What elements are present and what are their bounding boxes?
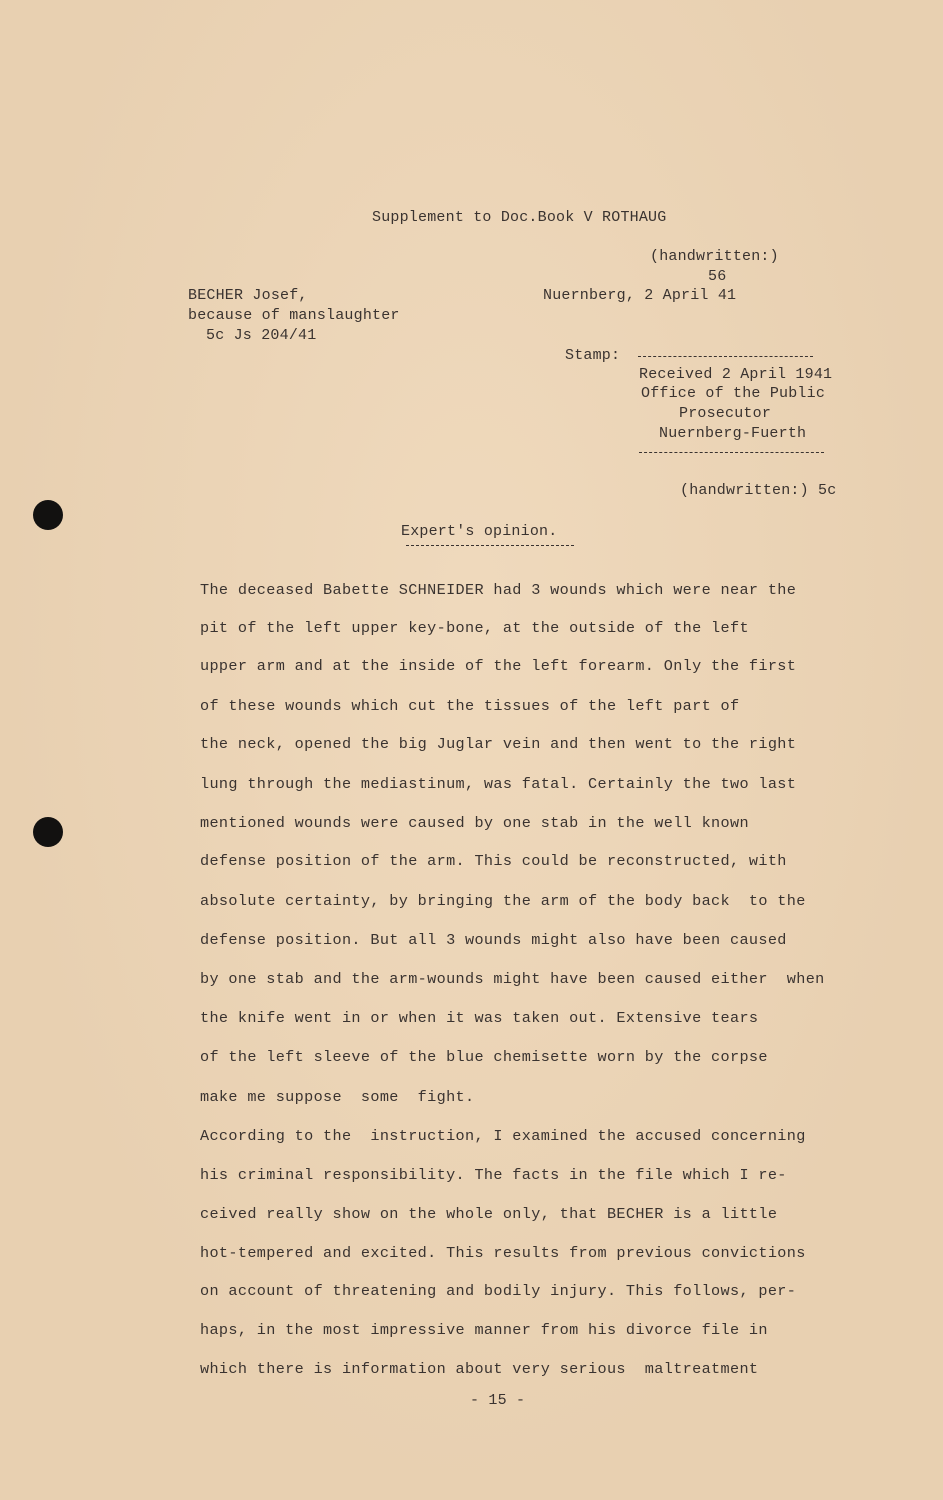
- section-title-underline: [406, 545, 574, 546]
- body-line-2: pit of the left upper key-bone, at the outside of the left: [200, 619, 749, 637]
- body-line-13: of the left sleeve of the blue chemisette worn by the corpse: [200, 1048, 768, 1066]
- stamp-line-office: Office of the Public: [641, 385, 826, 402]
- stamp-line-prosecutor: Prosecutor: [679, 405, 772, 422]
- body-line-7: mentioned wounds were caused by one stab in the well known: [200, 814, 749, 832]
- body-line-15: According to the instruction, I examined the accused concerning: [200, 1127, 806, 1145]
- body-line-18: hot-tempered and excited. This results from previous convictions: [200, 1244, 806, 1262]
- punch-hole-top: [33, 500, 63, 530]
- body-line-1: The deceased Babette SCHNEIDER had 3 wounds which were near the: [200, 581, 797, 599]
- body-line-6: lung through the mediastinum, was fatal. Certainly the two last: [200, 775, 797, 793]
- body-line-20: haps, in the most impressive manner from his divorce file in: [200, 1321, 768, 1339]
- body-line-10: defense position. But all 3 wounds might also have been caused: [200, 931, 787, 949]
- body-line-8: defense position of the arm. This could be reconstructed, with: [200, 852, 787, 870]
- place-date: Nuernberg, 2 April 41: [543, 287, 737, 304]
- page-number: - 15 -: [470, 1392, 526, 1409]
- case-name: BECHER Josef,: [188, 287, 308, 304]
- handwritten-label: (handwritten:): [650, 248, 779, 265]
- document-title: Supplement to Doc.Book V ROTHAUG: [372, 209, 667, 226]
- body-line-14: make me suppose some fight.: [200, 1088, 475, 1106]
- body-line-11: by one stab and the arm-wounds might have been caused either when: [200, 970, 825, 988]
- section-title: Expert's opinion.: [401, 523, 558, 540]
- stamp-line-city: Nuernberg-Fuerth: [659, 425, 807, 442]
- case-charge: because of manslaughter: [188, 307, 400, 324]
- case-file-number: 5c Js 204/41: [206, 327, 317, 344]
- handwritten-reference: (handwritten:) 5c: [680, 482, 837, 499]
- stamp-line-received: Received 2 April 1941: [639, 366, 833, 383]
- body-line-19: on account of threatening and bodily injury. This follows, per-: [200, 1282, 797, 1300]
- stamp-top-rule: [638, 356, 813, 357]
- body-line-4: of these wounds which cut the tissues of the left part of: [200, 697, 740, 715]
- body-line-17: ceived really show on the whole only, that BECHER is a little: [200, 1205, 778, 1223]
- body-line-21: which there is information about very serious maltreatment: [200, 1360, 759, 1378]
- body-line-5: the neck, opened the big Juglar vein and then went to the right: [200, 735, 797, 753]
- stamp-label: Stamp:: [565, 347, 621, 364]
- body-line-9: absolute certainty, by bringing the arm of the body back to the: [200, 892, 806, 910]
- body-line-12: the knife went in or when it was taken out. Extensive tears: [200, 1009, 759, 1027]
- body-line-16: his criminal responsibility. The facts in the file which I re-: [200, 1166, 787, 1184]
- handwritten-number: 56: [708, 268, 727, 285]
- stamp-bottom-rule: [639, 452, 824, 453]
- body-line-3: upper arm and at the inside of the left forearm. Only the first: [200, 657, 797, 675]
- punch-hole-bottom: [33, 817, 63, 847]
